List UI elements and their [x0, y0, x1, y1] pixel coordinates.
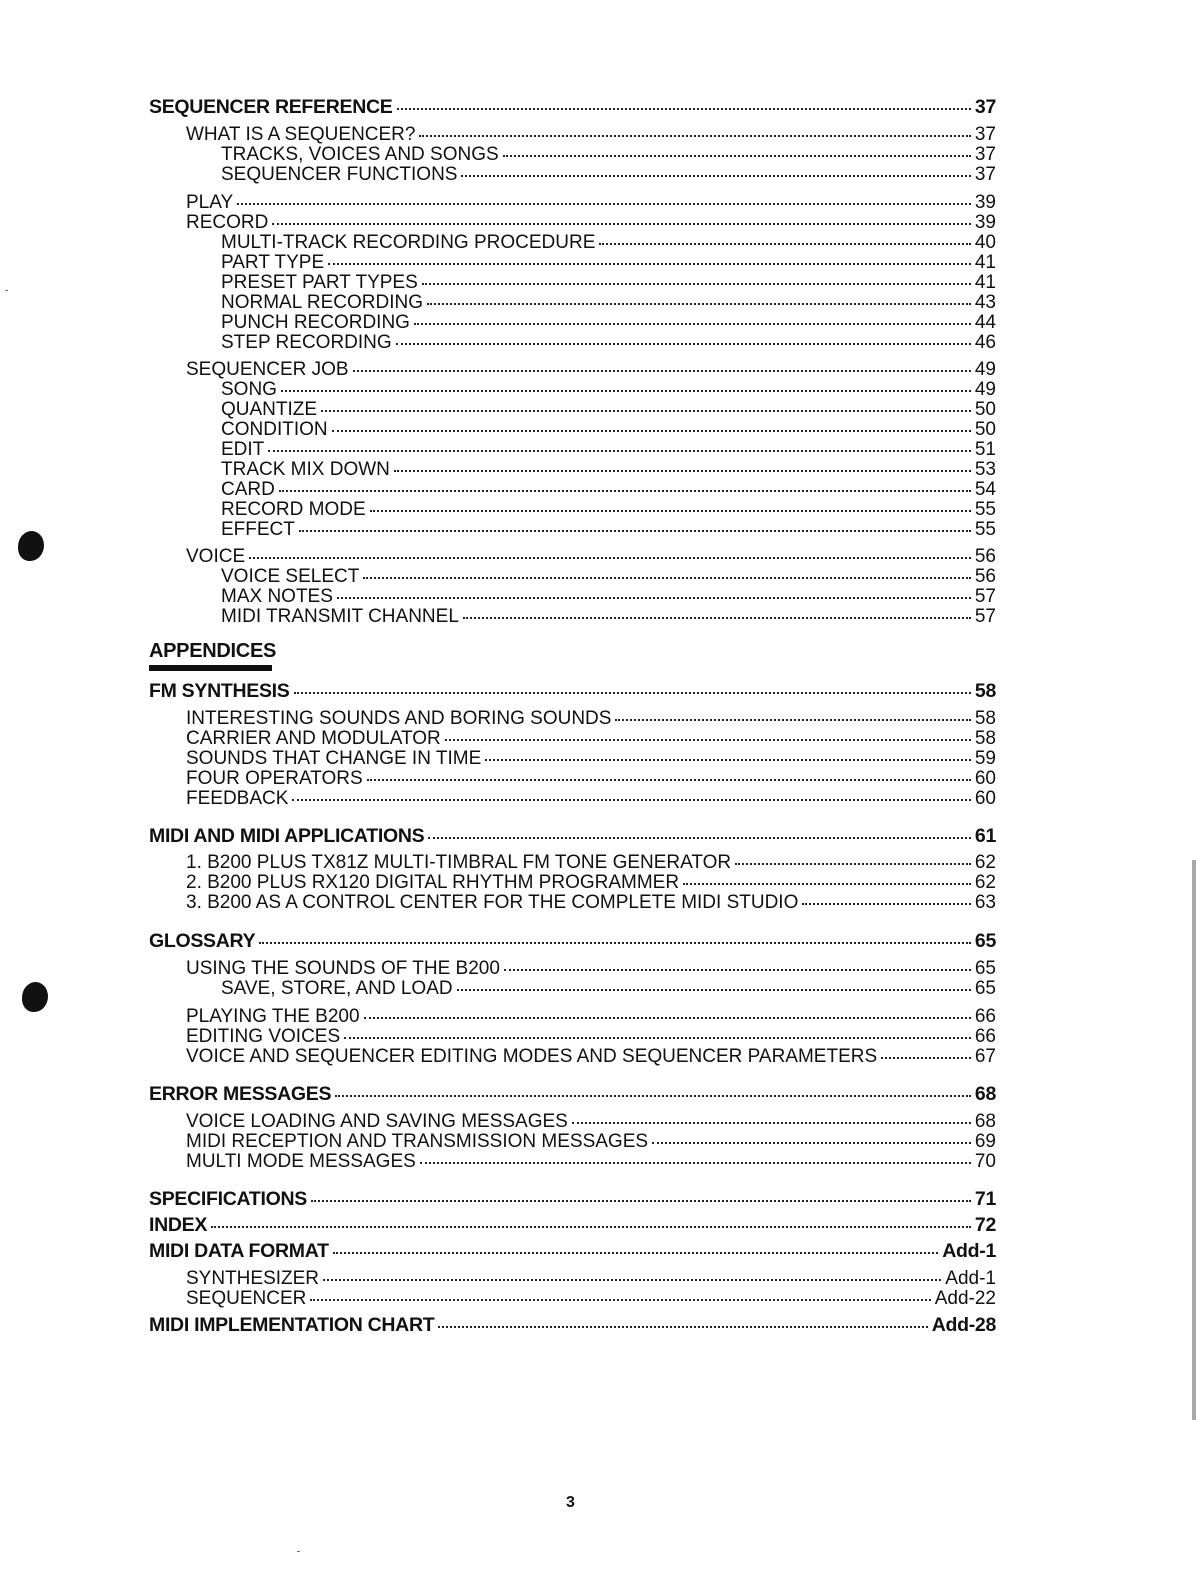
toc-entry-page: 65	[974, 930, 996, 952]
toc-entry-title: CONDITION	[221, 419, 328, 440]
toc-entry-title: PLAY	[186, 192, 234, 213]
dot-leader	[323, 1278, 941, 1281]
dot-leader	[310, 1298, 930, 1301]
toc-entry-title: SEQUENCER FUNCTIONS	[221, 164, 458, 185]
dot-leader	[461, 174, 970, 177]
dot-leader	[463, 616, 971, 619]
toc-entry-title: SOUNDS THAT CHANGE IN TIME	[186, 748, 482, 769]
toc-entry-title: VOICE	[186, 546, 246, 567]
toc-entry-title: TRACKS, VOICES AND SONGS	[221, 144, 499, 165]
dot-leader	[420, 1161, 971, 1164]
toc-entry	[221, 459, 996, 481]
dot-leader	[272, 222, 971, 225]
dot-leader	[344, 1036, 971, 1039]
dot-leader	[457, 988, 971, 991]
toc-entry-page: 39	[974, 212, 996, 233]
toc-entry	[221, 586, 996, 608]
toc-entry-page: 68	[974, 1083, 996, 1105]
toc-entry-title: SEQUENCER JOB	[186, 359, 349, 380]
toc-entry-title: PUNCH RECORDING	[221, 312, 410, 333]
toc-entry-title: WHAT IS A SEQUENCER?	[186, 124, 416, 145]
toc-entry-page: 58	[974, 680, 996, 702]
dot-leader	[414, 322, 971, 325]
toc-section-entry	[149, 1083, 996, 1105]
toc-entry-title: SAVE, STORE, AND LOAD	[221, 978, 453, 999]
toc-entry-title: TRACK MIX DOWN	[221, 459, 390, 480]
toc-entry-page: 54	[974, 479, 996, 500]
scan-speck	[5, 290, 8, 291]
toc-entry-page: 56	[974, 546, 996, 567]
toc-entry	[221, 312, 996, 334]
toc-entry-title: FOUR OPERATORS	[186, 768, 363, 789]
dot-leader	[652, 1141, 971, 1144]
dot-leader	[292, 798, 970, 801]
toc-entry-page: 71	[974, 1188, 996, 1210]
page-number: 3	[566, 1494, 575, 1511]
toc-entry-page: 44	[974, 312, 996, 333]
toc-entry	[186, 192, 996, 214]
toc-entry-title: GLOSSARY	[149, 930, 256, 952]
dot-leader	[599, 242, 970, 245]
toc-entry-title: ERROR MESSAGES	[149, 1083, 332, 1105]
toc-entry-page: 49	[974, 359, 996, 380]
toc-entry-title: SEQUENCER	[186, 1288, 307, 1309]
toc-entry-title: FM SYNTHESIS	[149, 680, 290, 702]
dot-leader	[396, 342, 971, 345]
toc-entry-title: EFFECT	[221, 519, 295, 540]
toc-entry-page: 51	[974, 439, 996, 460]
toc-entry	[186, 1046, 996, 1068]
toc-entry-title: USING THE SOUNDS OF THE B200	[186, 958, 500, 979]
toc-entry-page: 49	[974, 379, 996, 400]
dot-leader	[294, 691, 971, 694]
toc-section-entry	[149, 680, 996, 702]
toc-entry-page: 50	[974, 399, 996, 420]
toc-entry	[186, 728, 996, 750]
toc-entry	[186, 1111, 996, 1133]
toc-entry-page: 65	[974, 978, 996, 999]
toc-section-entry	[149, 1314, 996, 1336]
dot-leader	[615, 718, 970, 721]
dot-leader	[237, 202, 971, 205]
toc-entry-title: MAX NOTES	[221, 586, 333, 607]
toc-entry-page: 43	[974, 292, 996, 313]
toc-entry	[221, 379, 996, 401]
toc-entry-title: 1. B200 PLUS TX81Z MULTI-TIMBRAL FM TONE GENERATOR	[186, 852, 732, 873]
toc-entry-page: 50	[974, 419, 996, 440]
toc-entry	[221, 479, 996, 501]
toc-entry	[221, 419, 996, 441]
toc-entry-page: 67	[974, 1046, 996, 1067]
toc-entry-title: SPECIFICATIONS	[149, 1188, 307, 1210]
toc-section-entry	[149, 1188, 996, 1210]
appendices-underline-bar	[149, 665, 272, 671]
dot-leader	[299, 529, 971, 532]
dot-leader	[422, 282, 971, 285]
dot-leader	[683, 882, 971, 885]
toc-entry-title: FEEDBACK	[186, 788, 289, 809]
toc-entry-title: MULTI-TRACK RECORDING PROCEDURE	[221, 232, 596, 253]
toc-entry	[221, 566, 996, 588]
toc-entry-title: MIDI RECEPTION AND TRANSMISSION MESSAGES	[186, 1131, 649, 1152]
dot-leader	[337, 596, 971, 599]
toc-entry-title: VOICE SELECT	[221, 566, 360, 587]
toc-entry	[221, 292, 996, 314]
toc-entry-page: 37	[974, 124, 996, 145]
dot-leader	[333, 1251, 939, 1254]
toc-entry-page: 53	[974, 459, 996, 480]
toc-entry-title: SONG	[221, 379, 277, 400]
toc-entry	[221, 399, 996, 421]
toc-entry	[186, 1151, 996, 1173]
dot-leader	[735, 862, 971, 865]
toc-entry-title: CARRIER AND MODULATOR	[186, 728, 441, 749]
toc-entry	[186, 1026, 996, 1048]
toc-entry-title: CARD	[221, 479, 275, 500]
toc-entry-title: SYNTHESIZER	[186, 1268, 320, 1289]
toc-entry-title: MIDI TRANSMIT CHANNEL	[221, 606, 459, 627]
dot-leader	[363, 576, 971, 579]
toc-entry	[221, 978, 996, 1000]
toc-entry-page: 66	[974, 1006, 996, 1027]
toc-entry-title: STEP RECORDING	[221, 332, 392, 353]
dot-leader	[321, 409, 971, 412]
dot-leader	[572, 1121, 971, 1124]
dot-leader	[419, 134, 970, 137]
toc-entry	[221, 272, 996, 294]
toc-entry-page: Add-1	[945, 1268, 996, 1289]
toc-entry	[186, 1268, 996, 1290]
toc-entry-title: VOICE AND SEQUENCER EDITING MODES AND SEQUENCER PARAMETERS	[186, 1046, 878, 1067]
toc-entry-title: PART TYPE	[221, 252, 325, 273]
toc-entry-title: INTERESTING SOUNDS AND BORING SOUNDS	[186, 708, 612, 729]
dot-leader	[332, 429, 971, 432]
toc-entry	[186, 852, 996, 874]
toc-entry	[186, 546, 996, 568]
dot-leader	[335, 1094, 971, 1097]
toc-entry-page: 39	[974, 192, 996, 213]
dot-leader	[268, 449, 971, 452]
dot-leader	[370, 509, 971, 512]
toc-entry-page: 69	[974, 1131, 996, 1152]
toc-entry-title: MIDI AND MIDI APPLICATIONS	[149, 825, 425, 847]
dot-leader	[281, 389, 971, 392]
toc-entry-page: 61	[974, 825, 996, 847]
toc-entry-title: EDIT	[221, 439, 265, 460]
toc-entry-title: VOICE LOADING AND SAVING MESSAGES	[186, 1111, 568, 1132]
dot-leader	[311, 1199, 971, 1202]
toc-entry-page: 37	[974, 96, 996, 118]
toc-entry	[186, 1288, 996, 1310]
toc-entry	[186, 872, 996, 894]
dot-leader	[394, 469, 971, 472]
toc-entry-page: 60	[974, 788, 996, 809]
dot-leader	[397, 107, 971, 110]
toc-entry-title: QUANTIZE	[221, 399, 318, 420]
toc-entry-page: 57	[974, 606, 996, 627]
toc-entry-page: 70	[974, 1151, 996, 1172]
toc-entry-title: 3. B200 AS A CONTROL CENTER FOR THE COMPLETE MIDI STUDIO	[186, 892, 799, 913]
toc-entry-title: RECORD	[186, 212, 269, 233]
toc-entry-page: 72	[974, 1214, 996, 1236]
toc-entry-title: MULTI MODE MESSAGES	[186, 1151, 416, 1172]
toc-entry-title: RECORD MODE	[221, 499, 366, 520]
dot-leader	[328, 262, 971, 265]
toc-entry-page: Add-1	[942, 1240, 996, 1262]
toc-entry-title: PRESET PART TYPES	[221, 272, 418, 293]
toc-entry	[186, 748, 996, 770]
dot-leader	[211, 1225, 971, 1228]
toc-entry-title: MIDI IMPLEMENTATION CHART	[149, 1314, 435, 1336]
toc-entry-page: 55	[974, 499, 996, 520]
toc-entry-page: 62	[974, 872, 996, 893]
dot-leader	[485, 758, 971, 761]
dot-leader	[445, 738, 971, 741]
toc-entry-title: INDEX	[149, 1214, 208, 1236]
toc-entry	[221, 252, 996, 274]
toc-entry-page: 37	[974, 144, 996, 165]
toc-entry	[221, 232, 996, 254]
toc-entry-page: 46	[974, 332, 996, 353]
toc-entry	[186, 958, 996, 980]
toc-entry	[221, 606, 996, 628]
toc-entry-page: 63	[974, 892, 996, 913]
toc-entry	[186, 788, 996, 810]
dot-leader	[438, 1325, 927, 1328]
dot-leader	[428, 836, 971, 839]
dot-leader	[504, 968, 971, 971]
toc-entry-page: 60	[974, 768, 996, 789]
toc-section-entry	[149, 96, 996, 118]
dot-leader	[353, 369, 971, 372]
toc-entry	[221, 164, 996, 186]
toc-entry-page: 41	[974, 252, 996, 273]
toc-entry-title: MIDI DATA FORMAT	[149, 1240, 329, 1262]
toc-entry-page: 66	[974, 1026, 996, 1047]
toc-entry	[186, 359, 996, 381]
toc-entry	[221, 332, 996, 354]
dot-leader	[802, 902, 971, 905]
toc-entry	[186, 892, 996, 914]
toc-entry	[186, 1131, 996, 1153]
toc-entry-title: PLAYING THE B200	[186, 1006, 360, 1027]
toc-entry-page: 57	[974, 586, 996, 607]
toc-entry	[221, 144, 996, 166]
toc-entry-page: 55	[974, 519, 996, 540]
toc-entry-title: NORMAL RECORDING	[221, 292, 423, 313]
dot-leader	[249, 556, 971, 559]
dot-leader	[427, 302, 971, 305]
toc-entry-page: 37	[974, 164, 996, 185]
toc-entry	[221, 519, 996, 541]
dot-leader	[503, 154, 971, 157]
dot-leader	[259, 941, 971, 944]
toc-entry	[186, 212, 996, 234]
dot-leader	[881, 1056, 971, 1059]
toc-section-entry	[149, 1214, 996, 1236]
toc-entry	[186, 124, 996, 146]
toc-section-entry	[149, 930, 996, 952]
toc-entry-page: 40	[974, 232, 996, 253]
toc-entry-page: 41	[974, 272, 996, 293]
toc-entry	[221, 439, 996, 461]
toc-entry	[221, 499, 996, 521]
toc-entry-page: Add-28	[931, 1314, 996, 1336]
toc-entry-page: 59	[974, 748, 996, 769]
toc-section-entry	[149, 1240, 996, 1262]
toc-entry-page: 58	[974, 728, 996, 749]
toc-section-entry	[149, 825, 996, 847]
toc-entry-page: Add-22	[934, 1288, 996, 1309]
toc-entry-title: SEQUENCER REFERENCE	[149, 96, 393, 118]
toc-entry-title: 2. B200 PLUS RX120 DIGITAL RHYTHM PROGRAMMER	[186, 872, 680, 893]
toc-entry-title: EDITING VOICES	[186, 1026, 341, 1047]
toc-entry-page: 56	[974, 566, 996, 587]
dot-leader	[279, 489, 971, 492]
toc-entry-page: 62	[974, 852, 996, 873]
toc-entry-page: 68	[974, 1111, 996, 1132]
dot-leader	[367, 778, 971, 781]
toc-entry	[186, 708, 996, 730]
toc-entry	[186, 768, 996, 790]
toc-entry	[186, 1006, 996, 1028]
scan-speck	[297, 1551, 300, 1552]
dot-leader	[364, 1016, 971, 1019]
scan-edge-shadow	[1192, 860, 1196, 1420]
toc-entry-page: 58	[974, 708, 996, 729]
appendices-heading: APPENDICES	[149, 640, 277, 662]
toc-entry-page: 65	[974, 958, 996, 979]
